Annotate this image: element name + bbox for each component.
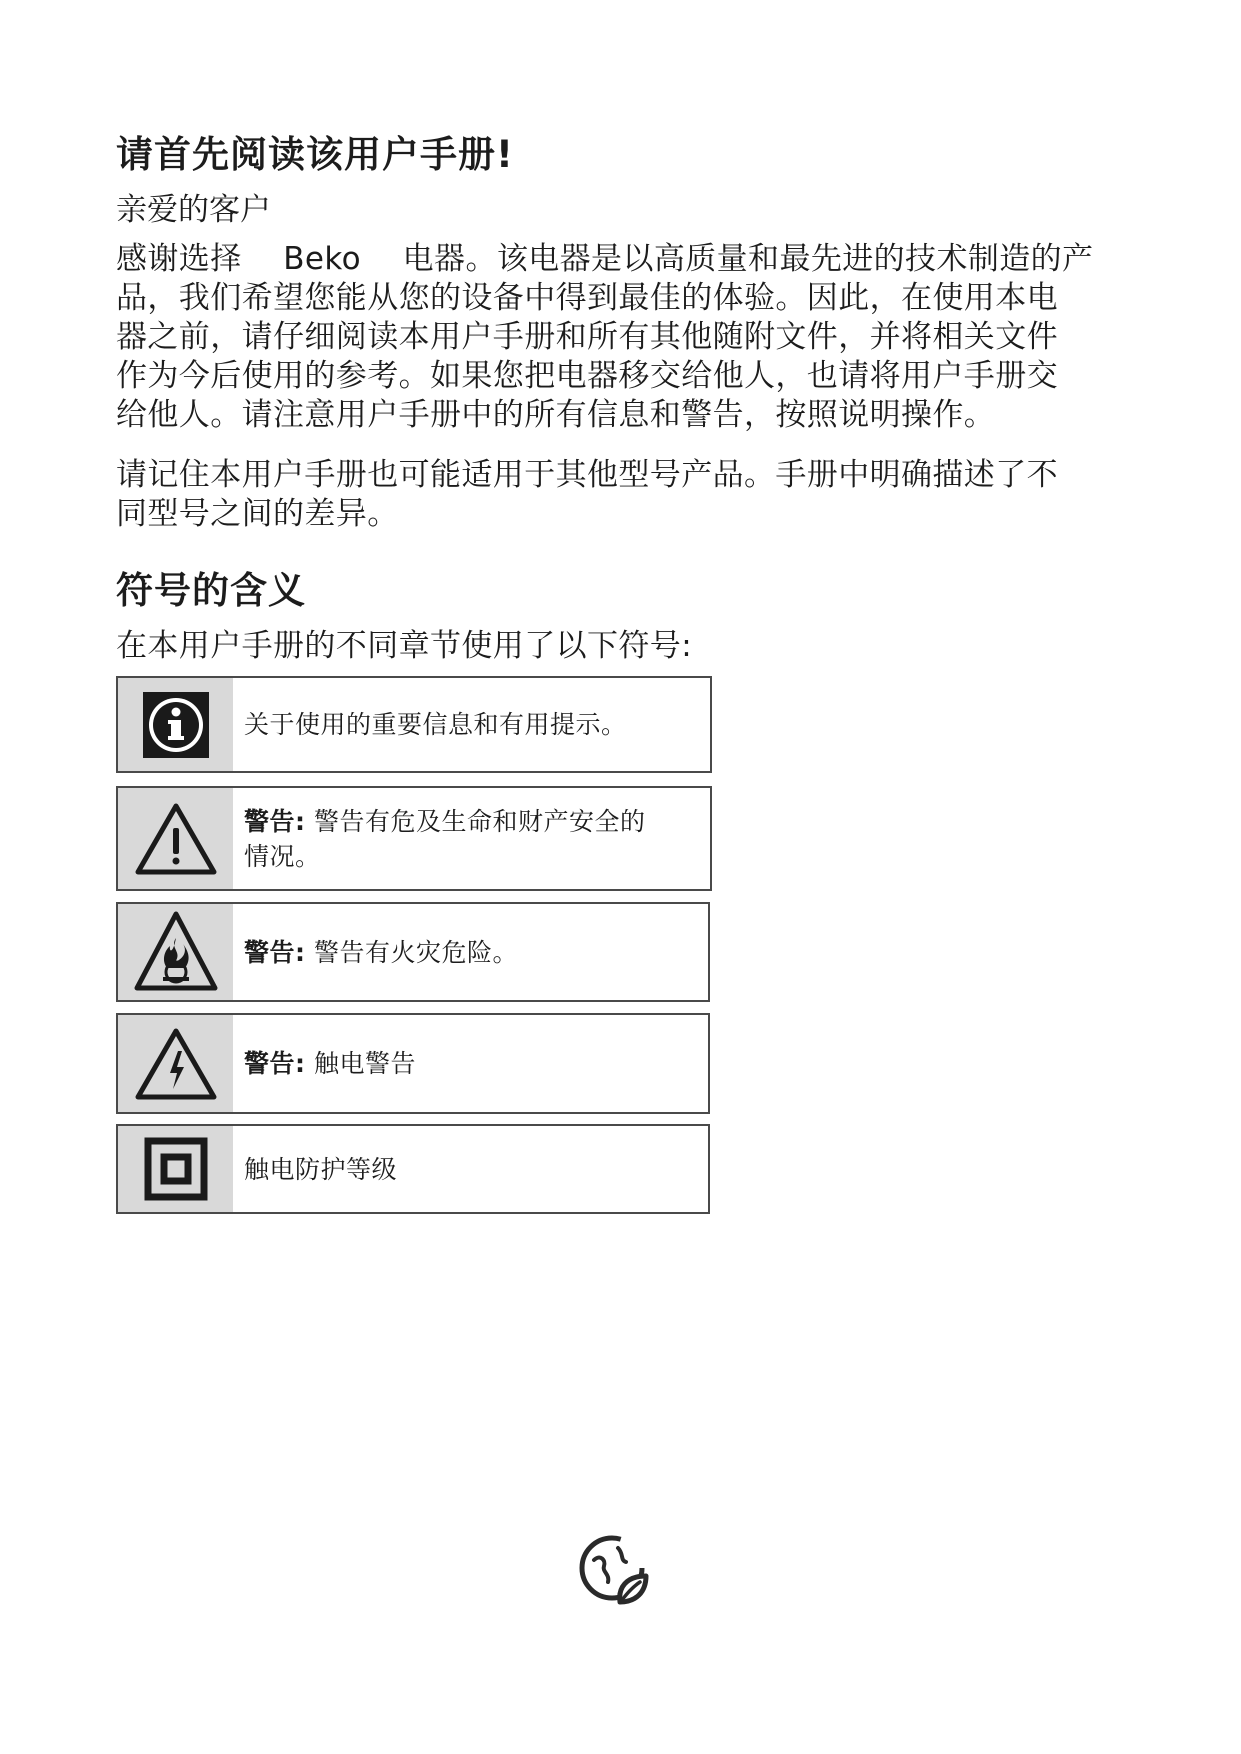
paragraph-line: 同型号之间的差异。 xyxy=(116,496,399,532)
fire-warning-icon xyxy=(118,904,233,1000)
symbols-heading: 符号的含义 xyxy=(116,569,306,612)
symbols-intro: 在本用户手册的不同章节使用了以下符号: xyxy=(116,628,693,664)
eco-globe-leaf-icon xyxy=(574,1530,654,1610)
symbol-description: 触电防护等级 xyxy=(244,1154,398,1184)
paragraph-line: 作为今后使用的参考。如果您把电器移交给他人，也请将用户手册交 xyxy=(116,358,1058,394)
paragraph-line: 品，我们希望您能从您的设备中得到最佳的体验。因此，在使用本电 xyxy=(116,280,1058,316)
symbol-row-info xyxy=(116,676,712,773)
paragraph-line: 请记住本用户手册也可能适用于其他型号产品。手册中明确描述了不 xyxy=(116,457,1058,493)
warning-icon xyxy=(118,788,233,889)
symbol-description xyxy=(233,804,645,874)
symbol-row-electric xyxy=(116,1013,710,1114)
page-title: 请首先阅读该用户手册! xyxy=(116,133,514,176)
warning-prefix: 警告: xyxy=(244,806,306,836)
greeting: 亲爱的客户 xyxy=(116,192,271,228)
info-icon xyxy=(118,678,233,771)
protection-class-icon xyxy=(118,1126,233,1212)
paragraph-line: 感谢选择 Beko 电器。该电器是以高质量和最先进的技术制造的产 xyxy=(116,241,1094,277)
warning-text: 触电警告 xyxy=(305,1049,416,1078)
warning-prefix: 警告: xyxy=(244,937,306,967)
symbol-description xyxy=(233,935,518,970)
intro-paragraph xyxy=(116,240,1093,435)
warning-text-continued: 情况。 xyxy=(244,841,321,871)
warning-text: 警告有火灾危险。 xyxy=(305,937,518,967)
symbol-row-warning xyxy=(116,786,712,891)
symbol-description xyxy=(233,1046,416,1081)
paragraph-line: 给他人。请注意用户手册中的所有信息和警告，按照说明操作。 xyxy=(116,397,996,433)
electric-shock-icon xyxy=(118,1015,233,1112)
note-paragraph xyxy=(116,456,1058,534)
symbol-description: 关于使用的重要信息和有用提示。 xyxy=(244,710,627,739)
warning-prefix: 警告: xyxy=(244,1049,306,1078)
warning-text: 警告有危及生命和财产安全的 xyxy=(305,806,646,836)
symbol-row-fire xyxy=(116,902,710,1002)
symbol-row-protection xyxy=(116,1124,710,1214)
paragraph-line: 器之前，请仔细阅读本用户手册和所有其他随附文件，并将相关文件 xyxy=(116,319,1058,355)
